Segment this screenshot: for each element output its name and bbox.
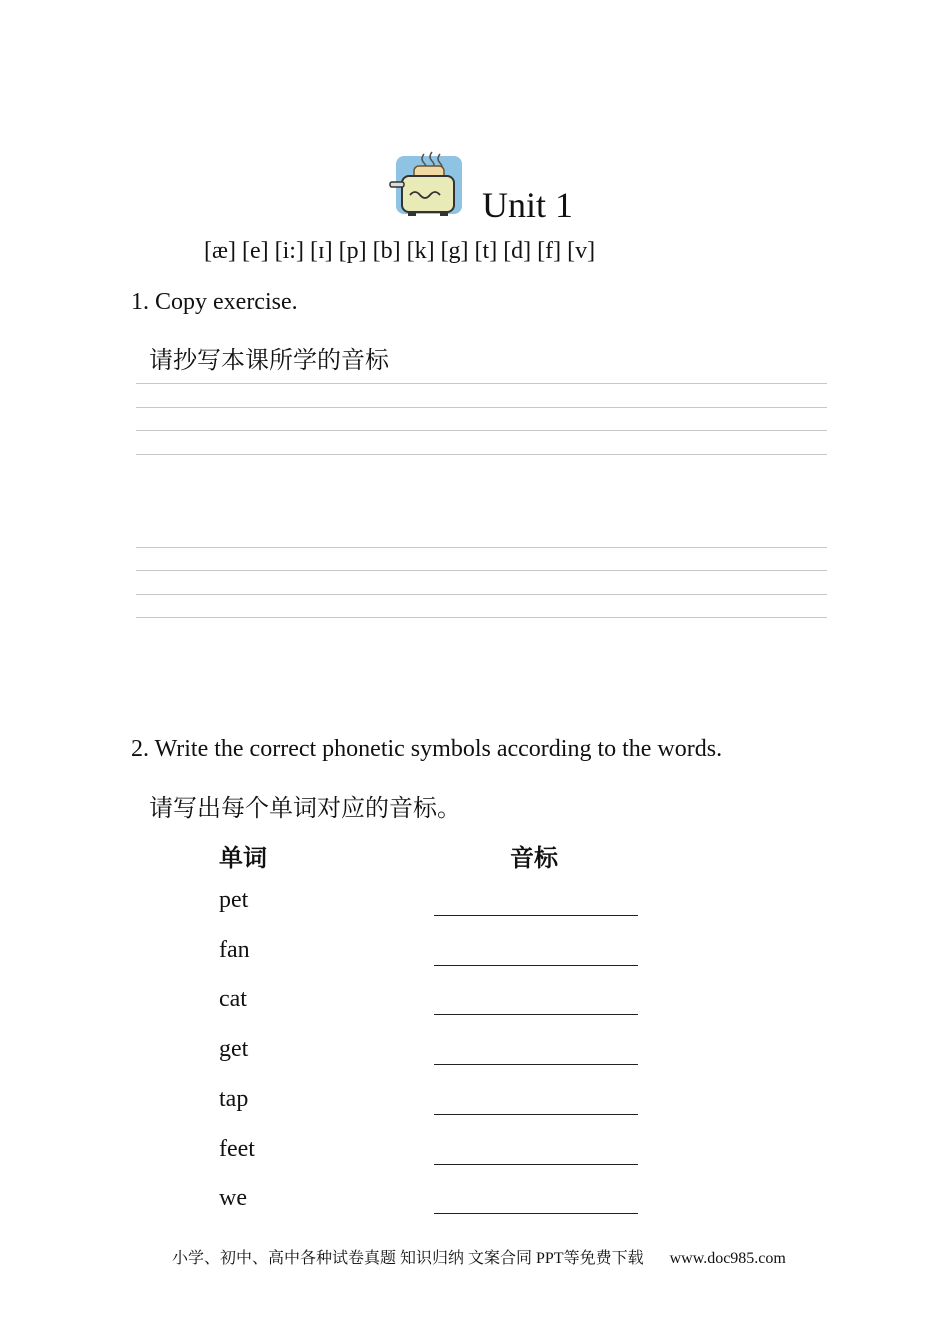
word-label: tap: [219, 1086, 249, 1112]
word-label: pet: [219, 887, 249, 913]
word-label: feet: [219, 1136, 255, 1162]
writing-line: [136, 430, 827, 431]
section1-instruction: 请抄写本课所学的音标: [149, 346, 389, 374]
column-header-phonetic: 音标: [510, 844, 558, 872]
word-row: [219, 1185, 649, 1225]
word-row: [219, 1136, 649, 1176]
word-row: [219, 1086, 649, 1126]
page-footer: [172, 1245, 786, 1268]
word-label: cat: [219, 986, 247, 1012]
answer-blank[interactable]: [434, 1164, 638, 1165]
footer-text: 小学、初中、高中各种试卷真题 知识归纳 文案合同 PPT等免费下载: [172, 1250, 644, 1267]
writing-line: [136, 570, 827, 571]
title-block: [388, 150, 648, 230]
section2-heading: 2. Write the correct phonetic symbols according to the words.: [131, 736, 723, 762]
writing-line: [136, 617, 827, 618]
writing-line: [136, 594, 827, 595]
word-row: [219, 887, 649, 927]
word-row: [219, 1036, 649, 1076]
section2-instruction: 请写出每个单词对应的音标。: [149, 794, 461, 822]
answer-blank[interactable]: [434, 1114, 638, 1115]
word-row: [219, 937, 649, 977]
word-row: [219, 986, 649, 1026]
page-title: Unit 1: [482, 185, 574, 225]
answer-blank[interactable]: [434, 965, 638, 966]
answer-blank[interactable]: [434, 915, 638, 916]
writing-line: [136, 547, 827, 548]
toaster-icon: [388, 150, 466, 220]
column-header-word: 单词: [219, 844, 267, 872]
word-label: we: [219, 1185, 247, 1211]
answer-blank[interactable]: [434, 1064, 638, 1065]
footer-site-link[interactable]: www.doc985.com: [669, 1250, 786, 1267]
phonetic-symbols-list: [æ] [e] [i:] [ɪ] [p] [b] [k] [g] [t] [d] [f] [v]: [204, 238, 596, 264]
word-label: get: [219, 1036, 249, 1062]
writing-line: [136, 383, 827, 384]
answer-blank[interactable]: [434, 1213, 638, 1214]
word-label: fan: [219, 937, 250, 963]
writing-line: [136, 407, 827, 408]
answer-blank[interactable]: [434, 1014, 638, 1015]
writing-line: [136, 454, 827, 455]
section1-heading: 1. Copy exercise.: [131, 289, 298, 315]
